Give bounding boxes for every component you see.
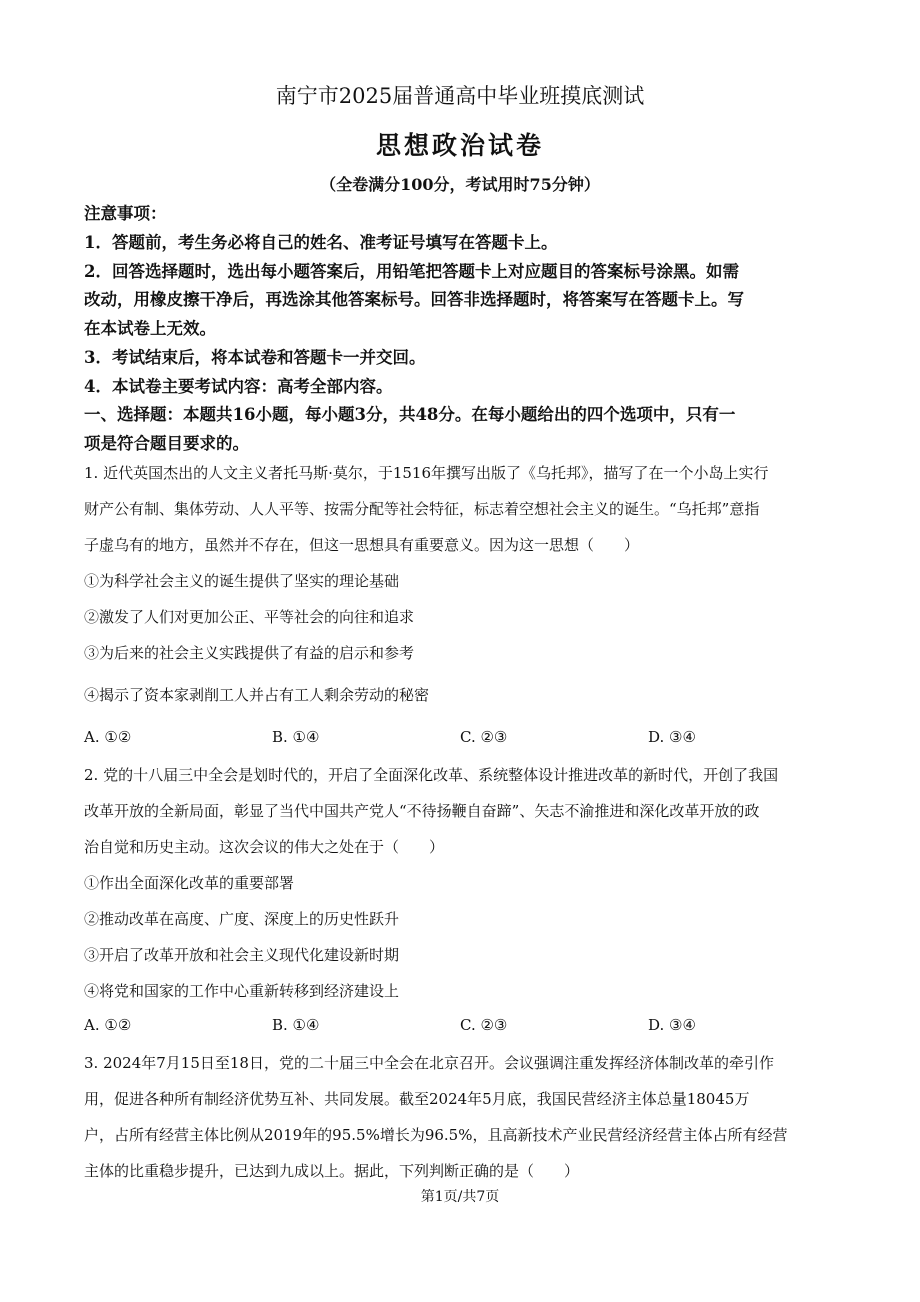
instruction-line: 1．答题前，考生务必将自己的姓名、准考证号填写在答题卡上。 <box>84 233 558 252</box>
exam-title: 南宁市2025届普通高中毕业班摸底测试 <box>275 84 645 108</box>
question-3-stem: 用，促进各种所有制经济优势互补、共同发展。截至2024年5月底，我国民营经济主体总量18045万 <box>84 1090 750 1108</box>
question-2-option-d[interactable]: D. ③④ <box>648 1016 696 1034</box>
question-2-stem: 改革开放的全新局面，彰显了当代中国共产党人“不待扬鞭自奋蹄”、矢志不渝推进和深化改革开放的政 <box>84 802 760 820</box>
question-2-item: ①作出全面深化改革的重要部署 <box>84 874 295 892</box>
question-2-option-b[interactable]: B. ①④ <box>272 1016 320 1034</box>
instruction-line: 在本试卷上无效。 <box>84 319 216 338</box>
question-1-option-c[interactable]: C. ②③ <box>460 728 508 746</box>
page-footer: 第1页/共7页 <box>420 1189 500 1205</box>
question-2-item: ②推动改革在高度、广度、深度上的历史性跃升 <box>84 910 400 928</box>
question-2-option-c[interactable]: C. ②③ <box>460 1016 508 1034</box>
question-3-stem: 户，占所有经营主体比例从2019年的95.5%增长为96.5%，且高新技术产业民营经济经营主体占所有经营 <box>84 1126 788 1144</box>
section-heading: 一、选择题：本题共16小题，每小题3分，共48分。在每小题给出的四个选项中，只有一 <box>84 405 736 424</box>
question-3-stem: 主体的比重稳步提升，已达到九成以上。据此，下列判断正确的是（ ） <box>84 1162 580 1180</box>
question-1-option-a[interactable]: A. ①② <box>84 728 132 746</box>
instructions-heading: 注意事项： <box>84 204 167 223</box>
question-2-option-a[interactable]: A. ①② <box>84 1016 132 1034</box>
question-2-item: ④将党和国家的工作中心重新转移到经济建设上 <box>84 982 400 1000</box>
subject-title: 思想政治试卷 <box>375 131 544 160</box>
question-1-stem: 财产公有制、集体劳动、人人平等、按需分配等社会特征，标志着空想社会主义的诞生。“乌托邦”意指 <box>84 500 760 518</box>
instruction-line: 3．考试结束后，将本试卷和答题卡一并交回。 <box>84 348 426 367</box>
question-1-item: ③为后来的社会主义实践提供了有益的启示和参考 <box>84 644 415 662</box>
question-1-item: ②激发了人们对更加公正、平等社会的向往和追求 <box>84 608 415 626</box>
question-2-item: ③开启了改革开放和社会主义现代化建设新时期 <box>84 946 400 964</box>
question-2-stem: 治自觉和历史主动。这次会议的伟大之处在于（ ） <box>84 838 445 856</box>
question-3-stem: 3. 2024年7月15日至18日，党的二十届三中全会在北京召开。会议强调注重发挥经济体制改革的牵引作 <box>84 1054 774 1072</box>
exam-note: （全卷满分100分，考试用时75分钟） <box>320 175 600 194</box>
instruction-line: 2．回答选择题时，选出每小题答案后，用铅笔把答题卡上对应题目的答案标号涂黑。如需 <box>84 262 739 281</box>
question-1-stem: 1. 近代英国杰出的人文主义者托马斯·莫尔，于1516年撰写出版了《乌托邦》，描写了在一个小岛上实行 <box>84 464 769 482</box>
question-1-item: ④揭示了资本家剥削工人并占有工人剩余劳动的秘密 <box>84 686 430 704</box>
question-1-stem: 子虚乌有的地方，虽然并不存在，但这一思想具有重要意义。因为这一思想（ ） <box>84 536 640 554</box>
instruction-line: 4．本试卷主要考试内容：高考全部内容。 <box>84 377 393 396</box>
instruction-line: 改动，用橡皮擦干净后，再选涂其他答案标号。回答非选择题时，将答案写在答题卡上。写 <box>84 290 744 309</box>
question-1-item: ①为科学社会主义的诞生提供了坚实的理论基础 <box>84 572 400 590</box>
section-heading: 项是符合题目要求的。 <box>84 434 249 453</box>
question-2-stem: 2. 党的十八届三中全会是划时代的，开启了全面深化改革、系统整体设计推进改革的新时代，开创了我国 <box>84 766 779 784</box>
question-1-option-b[interactable]: B. ①④ <box>272 728 320 746</box>
question-1-option-d[interactable]: D. ③④ <box>648 728 696 746</box>
